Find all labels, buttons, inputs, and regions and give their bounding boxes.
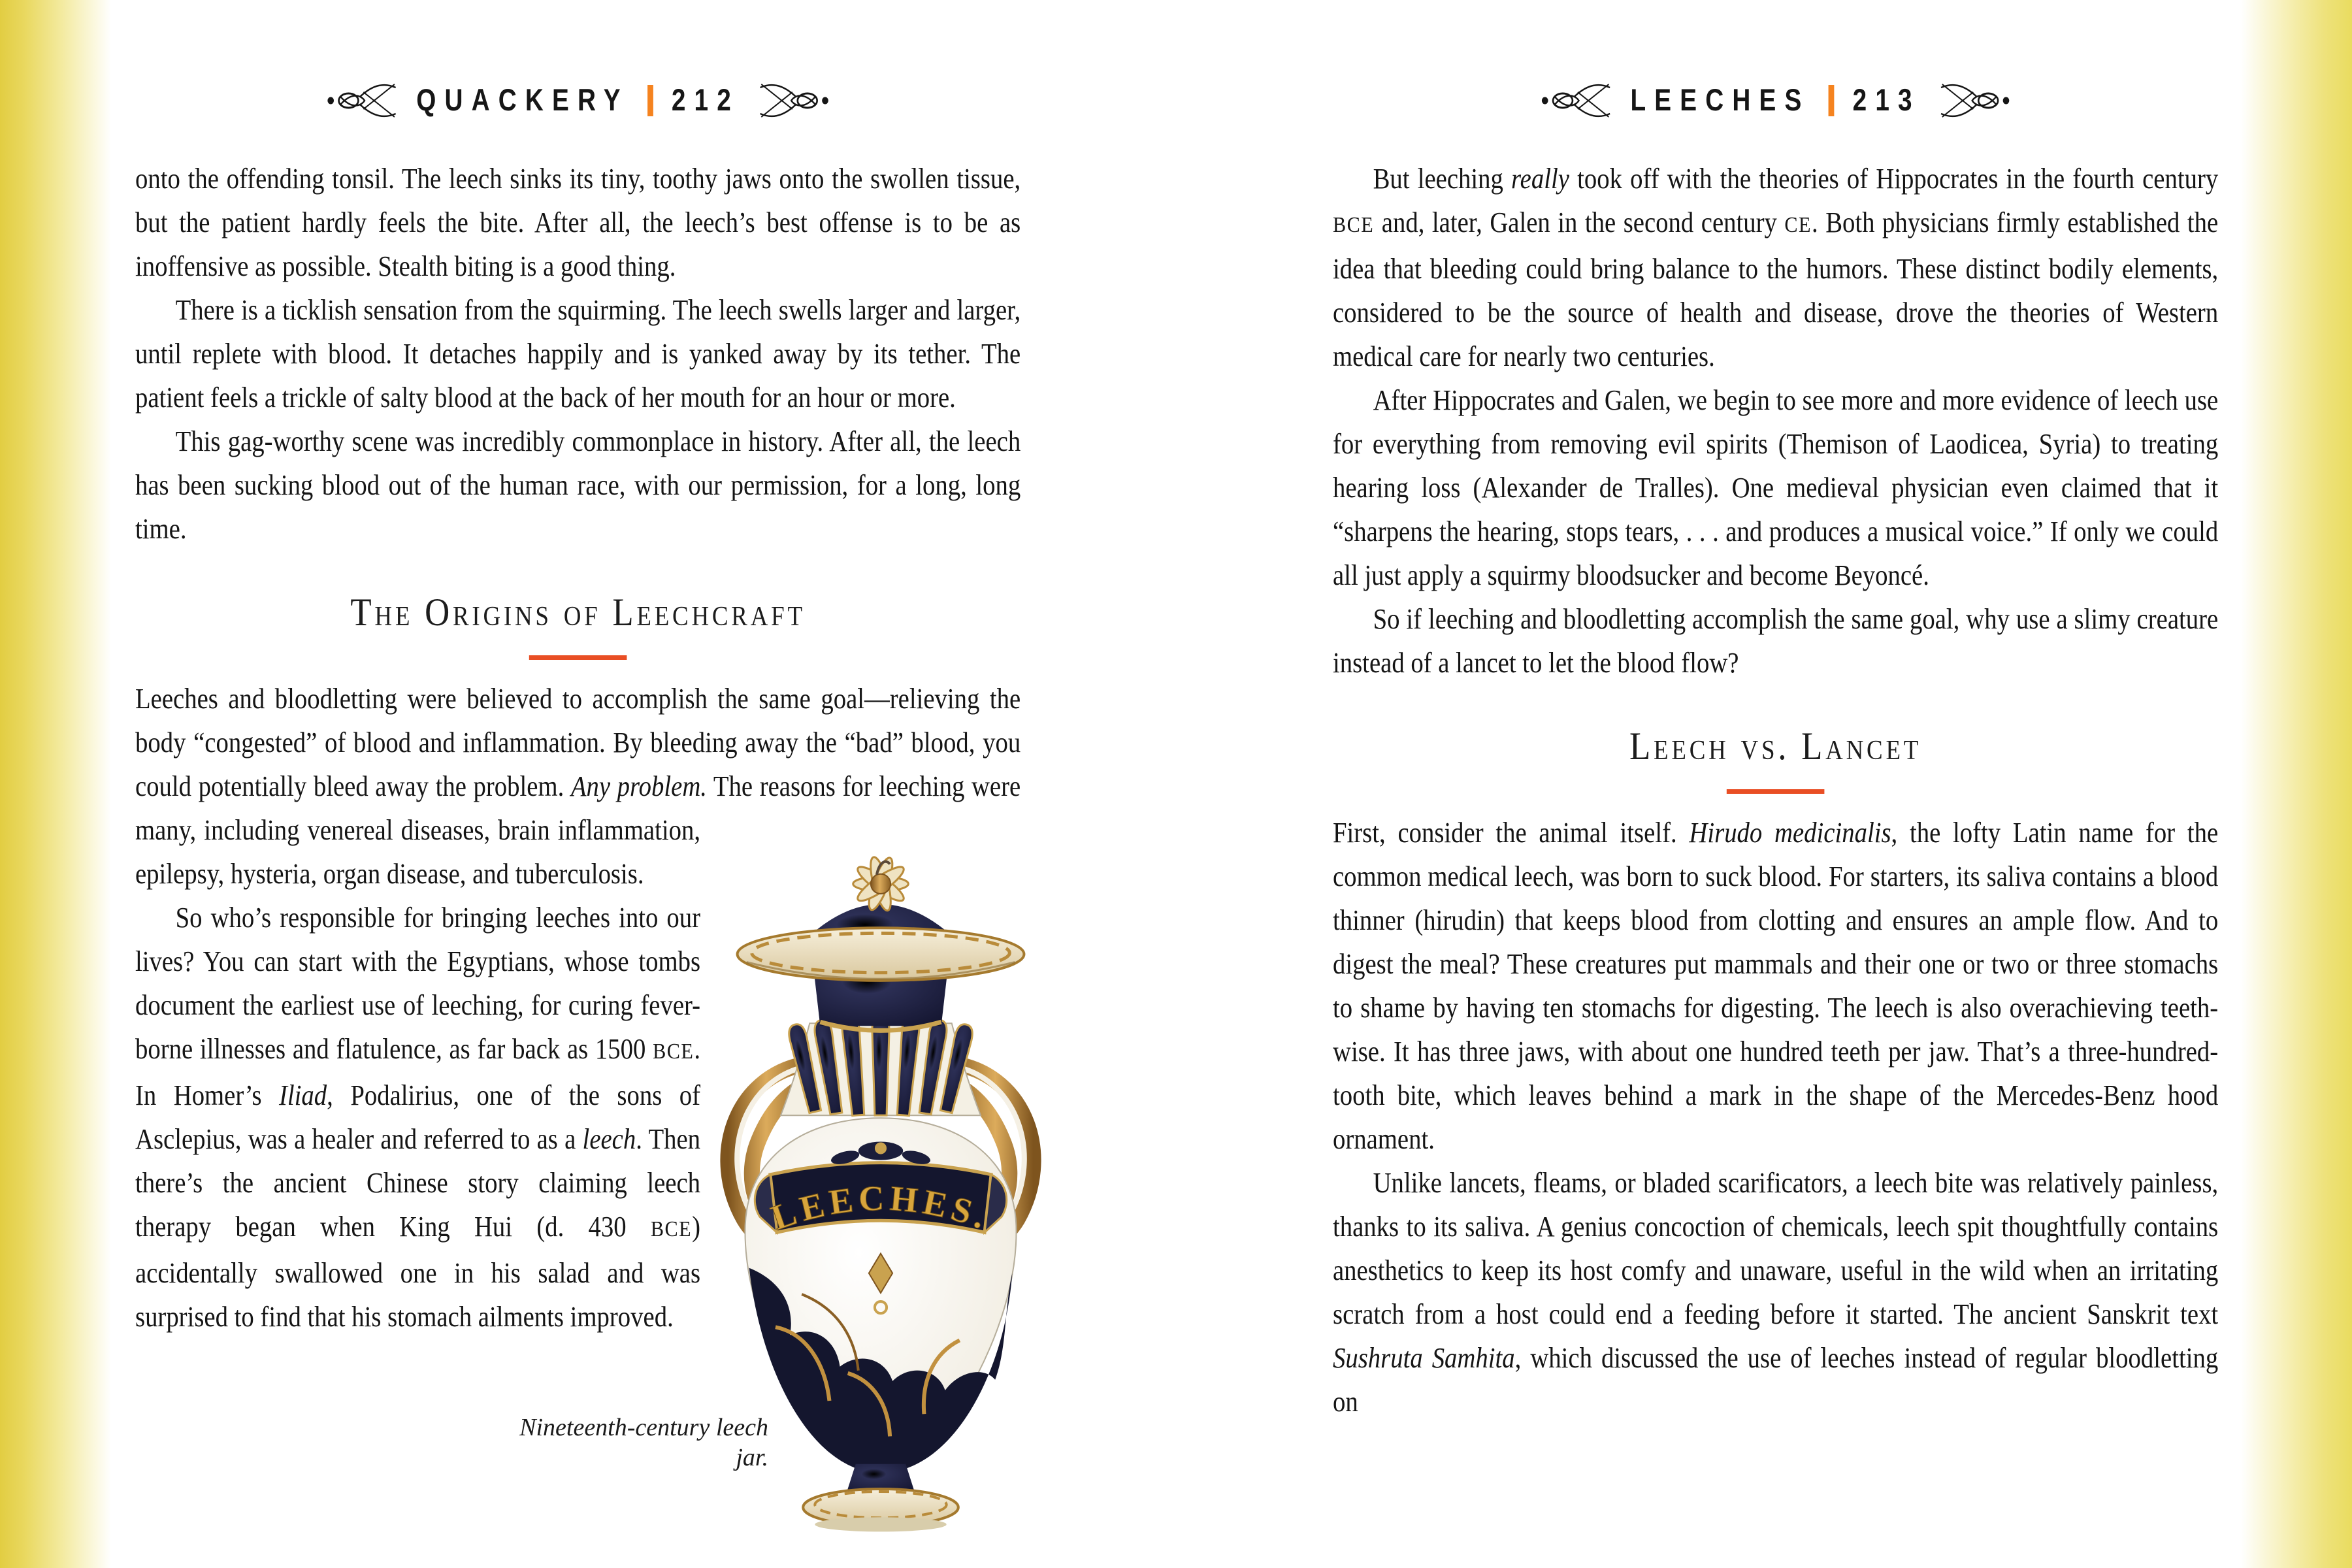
leech-jar-image (683, 847, 1078, 1544)
jar-lid (738, 904, 1024, 981)
section-heading: Leech vs. Lancet (1629, 725, 1922, 768)
right-running-head (1333, 82, 2218, 119)
right-body-top (1333, 157, 2218, 685)
right-page (1333, 82, 2219, 1424)
right-page-number: 213 (1852, 83, 1921, 118)
body-paragraph: So if leeching and bloodletting accomplish the same goal, why use a slimy creature instead of a lancet to let the blood flow? (1333, 603, 2219, 679)
body-paragraph: After Hippocrates and Galen, we begin to see more and more evidence of leech use for everything from removing evil spirits (Themison of Laodicea, Syria) to treating hearing loss (Alexander de Tralles). One medieval physician even claimed that it “sharpens the hearing, stops tears, . . . and produces a musical voice.” If only we could all just apply a squirmy bloodsucker and become Beyoncé. (1333, 384, 2219, 591)
body-paragraph: There is a ticklish sensation from the squirming. The leech swells larger and larger, until replete with blood. It detaches happily and is yanked away by its tether. The patient feels a trickle of salty blood at the back of her mouth for an hour or more. (135, 294, 1021, 414)
right-page-title: LEECHES (1630, 83, 1810, 118)
jar-label: LEECHES. (766, 1178, 996, 1238)
left-page-edge-glow (0, 0, 111, 1568)
section-leech-vs-lancet (1333, 723, 2218, 794)
left-body-top (135, 157, 1021, 551)
body-paragraph: onto the offending tonsil. The leech sinks its tiny, toothy jaws onto the swollen tissue, but the patient hardly feels the bite. After all, the leech’s best offense is to be as inoffensive as possible. Stealth biting is a good thing. (135, 163, 1021, 282)
leech-flourish-ornament (755, 81, 829, 120)
jar-foot (803, 1464, 958, 1532)
body-paragraph: First, consider the animal itself. Hirudo medicinalis, the lofty Latin name for the common medical leech, was born to suck blood. For starters, its saliva contains a blood thinner (hirudin) that keeps blood from clotting and ensures an ample flow. And to digest the meal? These creatures put mammals and their one or two or three stomachs to shame by having ten stomachs for digesting. The leech is also overachieving teeth-wise. It has three jaws, with about one hundred teeth per jaw. That’s a three-hundred-tooth bite, which leaves behind a mark in the shape of the Mercedes-Benz hood ornament. (1333, 817, 2219, 1155)
left-page-number: 212 (671, 83, 740, 118)
body-paragraph: This gag-worthy scene was incredibly commonplace in history. After all, the leech has been sucking blood out of the human race, with our permission, for a long, long time. (135, 425, 1021, 545)
header-divider (1829, 85, 1835, 116)
body-paragraph: But leeching really took off with the theories of Hippocrates in the fourth century BCE and, later, Galen in the second century CE. Both physicians firmly established the idea that bleeding could bring balance to the humors. These distinct bodily elements, considered to be the source of health and disease, drove the theories of Western medical care for nearly two centuries. (1333, 163, 2219, 372)
leech-flourish-ornament (1541, 81, 1615, 120)
leech-flourish-ornament (327, 81, 401, 120)
left-page-title: QUACKERY (416, 83, 629, 118)
body-paragraph: Leeches and bloodletting were believed to accomplish the same goal—relieving the body “congested” of blood and inflammation. By bleeding away the “bad” blood, you could potentially bleed away the problem. Any problem. The reasons for leeching were many, including venereal diseases, brain inflammation, epilepsy, hysteria, organ disease, and tuberculosis. (135, 683, 1021, 890)
body-paragraph: Unlike lancets, fleams, or bladed scarificators, a leech bite was relatively painless, thanks to its saliva. A genius concoction of chemicals, leech spit thoughtfully contains anesthetics to keep its host comfy and unaware, useful in the wild when an irritating scratch from a host could end a feeding before it started. The ancient Sanskrit text Sushruta Samhita, which discussed the use of leeches instead of regular bloodletting on (1333, 1167, 2219, 1418)
right-body-bottom (1333, 811, 2218, 1424)
header-divider (647, 85, 653, 116)
left-running-head (135, 82, 1021, 119)
section-heading-rule (529, 655, 627, 660)
leech-flourish-ornament (1936, 81, 2010, 120)
figure-caption: Nineteenth-century leech jar. (519, 1414, 768, 1471)
body-paragraph: So who’s responsible for bringing leeches into our lives? You can start with the Egyptians, whose tombs document the earliest use of leeching, for curing fever-borne illnesses and flatulence, as far back as 1500 BCE. In Homer’s Iliad, Podalirius, one of the sons of Asclepius, was a healer and referred to as a leech. Then there’s the ancient Chinese story claiming leech therapy began when King Hui (d. 430 BCE) accidentally swallowed one in his salad and was surprised to find that his stomach ailments improved. (135, 902, 701, 1333)
right-page-edge-glow (2241, 0, 2352, 1568)
jar-finial (853, 855, 909, 912)
section-heading: The Origins of Leechcraft (350, 591, 806, 634)
section-heading-rule (1727, 789, 1825, 794)
section-origins-of-leechcraft (135, 589, 1021, 660)
